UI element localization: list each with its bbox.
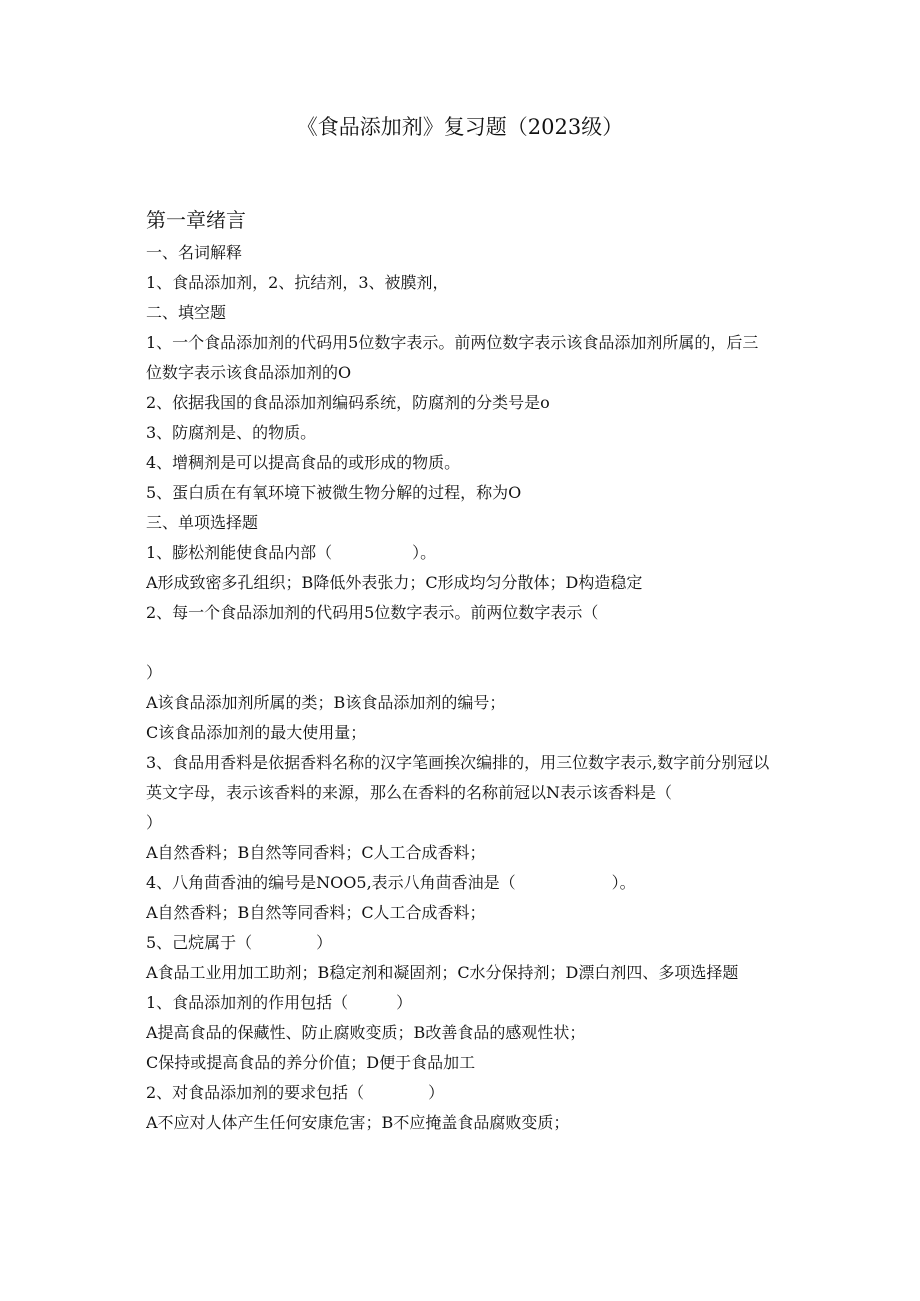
multi-choice-question-1: 1、食品添加剂的作用包括（ ） [146, 993, 413, 1012]
single-choice-options-2a: A该食品添加剂所属的类；B该食品添加剂的编号； [146, 693, 506, 712]
multi-choice-question-2: 2、对食品添加剂的要求包括（ ） [146, 1083, 445, 1102]
terms-list: 1、食品添加剂，2、抗结剂，3、被膜剂， [146, 273, 449, 292]
document-body [146, 238, 770, 1138]
chapter-heading: 第一章绪言 [146, 208, 246, 232]
multi-choice-options-2: A不应对人体产生任何安康危害；B不应掩盖食品腐败变质； [146, 1113, 570, 1132]
single-choice-options-4: A自然香料；B自然等同香料；C人工合成香料； [146, 903, 486, 922]
section-heading-single-choice: 三、单项选择题 [146, 513, 259, 532]
single-choice-question-1: 1、膨松剂能使食品内部（ ）。 [146, 543, 437, 562]
single-choice-question-4: 4、八角茴香油的编号是NOO5,表示八角茴香油是（ ）。 [146, 873, 636, 892]
fill-blank-question-1: 1、一个食品添加剂的代码用5位数字表示。前两位数字表示该食品添加剂所属的，后三位数字表示该食品添加剂的O [146, 333, 759, 382]
single-choice-options-1: A形成致密多孔组织；B降低外表张力；C形成均匀分散体；D构造稳定 [146, 573, 643, 592]
fill-blank-question-2: 2、依据我国的食品添加剂编码系统，防腐剂的分类号是o [146, 393, 550, 412]
blank-gap [146, 628, 770, 658]
fill-blank-question-5: 5、蛋白质在有氧环境下被微生物分解的过程，称为O [146, 483, 522, 502]
multi-choice-options-1a: A提高食品的保藏性、防止腐败变质；B改善食品的感观性状； [146, 1023, 586, 1042]
single-choice-question-2: 2、每一个食品添加剂的代码用5位数字表示。前两位数字表示（ [146, 603, 599, 622]
section-heading-fill-blank: 二、填空题 [146, 303, 227, 322]
document-title: 《食品添加剂》复习题（2023级） [296, 115, 624, 139]
fill-blank-question-3: 3、防腐剂是、的物质。 [146, 423, 317, 442]
single-choice-question-5: 5、己烷属于（ ） [146, 933, 333, 952]
single-choice-options-3: A自然香料；B自然等同香料；C人工合成香料； [146, 843, 486, 862]
fill-blank-question-4: 4、增稠剂是可以提高食品的或形成的物质。 [146, 453, 461, 472]
multi-choice-options-1b: C保持或提高食品的养分价值；D便于食品加工 [146, 1053, 476, 1072]
single-choice-question-3: 3、食品用香料是依据香料名称的汉字笔画挨次编排的，用三位数字表示,数字前分别冠以英文字母，表示该香料的来源，那么在香料的名称前冠以N表示该香料是（ ） [146, 753, 770, 832]
single-choice-options-2b: C该食品添加剂的最大使用量； [146, 723, 367, 742]
single-choice-options-5: A食品工业用加工助剂；B稳定剂和凝固剂；C水分保持剂；D漂白剂四、多项选择题 [146, 963, 739, 982]
section-heading-terms: 一、名词解释 [146, 243, 243, 262]
single-choice-question-2-close: ） [146, 663, 163, 682]
